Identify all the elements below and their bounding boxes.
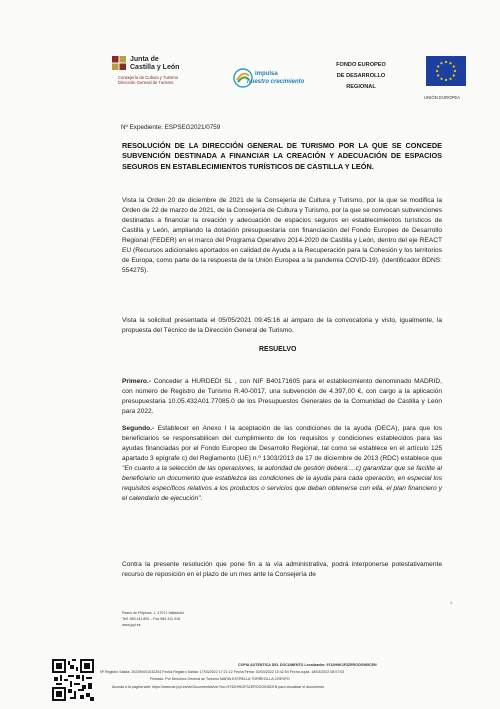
feder-line1: FONDO EUROPEO [336, 62, 386, 68]
resuelvo-heading: RESUELVO [259, 346, 297, 353]
impulsa-logo-icon [233, 68, 253, 88]
junta-castilla-leon-logo [112, 56, 126, 70]
address-line2: Telf. 983 411 800 – Fax 983 411 018 [122, 617, 181, 621]
jcyl-subtitle [118, 75, 178, 85]
impulsa-line2: nuestro crecimiento [247, 79, 305, 85]
jcyl-name-line1: Junta de [130, 56, 159, 63]
segundo-end: . [200, 495, 203, 502]
footer-copy-line: COPIA AUTENTICA DEL DOCUMENTO Localizador: 9742H9K2F3ZEROOGIN5CEN [238, 663, 377, 667]
jcyl-sub-line2: Dirección General de Turismo [118, 80, 174, 85]
paragraph-vista-orden: Vista la Orden 20 de diciembre de 2021 de la Consejería de Cultura y Turismo, por la que se modifica la Orden de 22 de marzo de 2021, de la Consejería de Cultura y Turismo, por la que se convocan subvenciones destinadas a financiar la creación y adecuación de espacios seguros en establecimientos turísticos de Castilla y León, ampliando la dotación presupuestaria con financiación del Fondo Europeo de Desarrollo Regional (FEDER) en el marco del Programa Operativo 2014-2020 de Castilla y León, dentro del eje REACT EU (Recursos adicionales aportados en calidad de Ayuda a la Recuperación para la Cohesión y los territorios de Europa, como parte de la respuesta de la Unión Europea a la pandemia COVID-19). (Identificador BDNS: 554275). [122, 197, 442, 274]
segundo-quote: "En cuanto a la selección de las operaciones, la autoridad de gestión deberá:…c) garantizar que se facilite al beneficiario un documento que establezca las condiciones de la ayuda para cada operación, en especial los requisitos específicos relativos a los productos o servicios que deban obtenerse con ella, el plan financiero y el calendario de ejecución" [122, 465, 442, 502]
jcyl-sub-line1: Consejería de Cultura y Turismo [118, 75, 179, 80]
address-line1: Paseo de Filipinos, 1. 47071 Valladolid [122, 611, 184, 615]
eu-label: UNIÓN EUROPEA [424, 95, 461, 100]
address-line3: www.jcyl.es [122, 623, 141, 627]
page-number: 1 [450, 600, 453, 605]
segundo-text: Establecer en Anexo I la aceptación de las condiciones de la ayuda (DECA), para que los beneficiarios se responsabilicen del cumplimiento de los requisitos y condiciones establecidos para las ayudas financiadas por el Fondo Europeo de Desarrollo Regional, tal como se establece en el artículo 125 apartado 3 epígrafe c) del Reglamento (UE) n.º 1303/2013 de 17 de diciembre de 2013 (RDC) establece que [122, 425, 442, 462]
qr-code-icon [52, 659, 94, 701]
primero-text: Conceder a HURDEDI SL , con NIF B40171605 para el establecimiento denominado MADRID, con número de Registro de Turismo R.40-0017, una subvención de 4.397,00 €, con cargo a la aplicación presupuestaria 10.05.432A01.77085.0 de los Presupuestos Generales de la Comunidad de Castilla y León para 2022. [122, 378, 442, 415]
paragraph-segundo [122, 424, 442, 504]
feder-line3: REGIONAL [346, 84, 376, 90]
footer-registro-line: Nº Registro Salida: 202290001032254 Fecha Registro Salida: 17/03/2022 17:21:12 Fecha Firma: 03/03/2022 10:42:54 Fecha copia: 18/03/2022 08:07:03 [100, 670, 345, 674]
expediente-number: Nº Expediente: ESPSEG2021/0759 [121, 124, 221, 131]
resolution-title: RESOLUCIÓN DE LA DIRECCIÓN GENERAL DE TURISMO POR LA QUE SE CONCEDE SUBVENCIÓN DESTINADA A FINANCIAR LA CREACIÓN Y ADECUACIÓN DE ESPACIOS SEGUROS EN ESTABLECIMIENTOS TURÍSTICOS DE CASTILLA Y LEÓN. [122, 141, 442, 171]
primero-label: Primero.- [122, 378, 151, 385]
footer-firmado-line: Firmado: Por Directora General de Turismo MARIA ESTRELLA TORRECILLA CRESPO [150, 677, 290, 681]
jcyl-name-line2: Castilla y León [130, 64, 180, 71]
paragraph-vista-solicitud: Vista la solicitud presentada el 05/05/2021 09:45:16 al amparo de la convocatoria y visto, igualmente, la propuesta del Técnico de la Dirección General de Turismo. [122, 317, 442, 334]
address-block [122, 610, 184, 628]
impulsa-line1: impulsa [255, 71, 278, 77]
feder-line2: DE DESARROLLO [336, 73, 386, 79]
segundo-label: Segundo.- [122, 425, 155, 432]
paragraph-primero [122, 377, 442, 417]
eu-flag-icon [426, 56, 466, 86]
paragraph-closing: Contra la presente resolución que pone fin a la vía administrativa, podrá interponerse potestativamente recurso de reposición en el plazo de un mes ante la Consejería de [122, 561, 442, 578]
jcyl-name [130, 56, 179, 72]
footer-url-line: Acceda a la página web: https://www.ae.jcyl.es/verDocumentos/ver?loc=9742H9K2F3ZEROOGIN5CEN para visualizar el documento [112, 685, 325, 689]
feder-label [325, 60, 397, 93]
